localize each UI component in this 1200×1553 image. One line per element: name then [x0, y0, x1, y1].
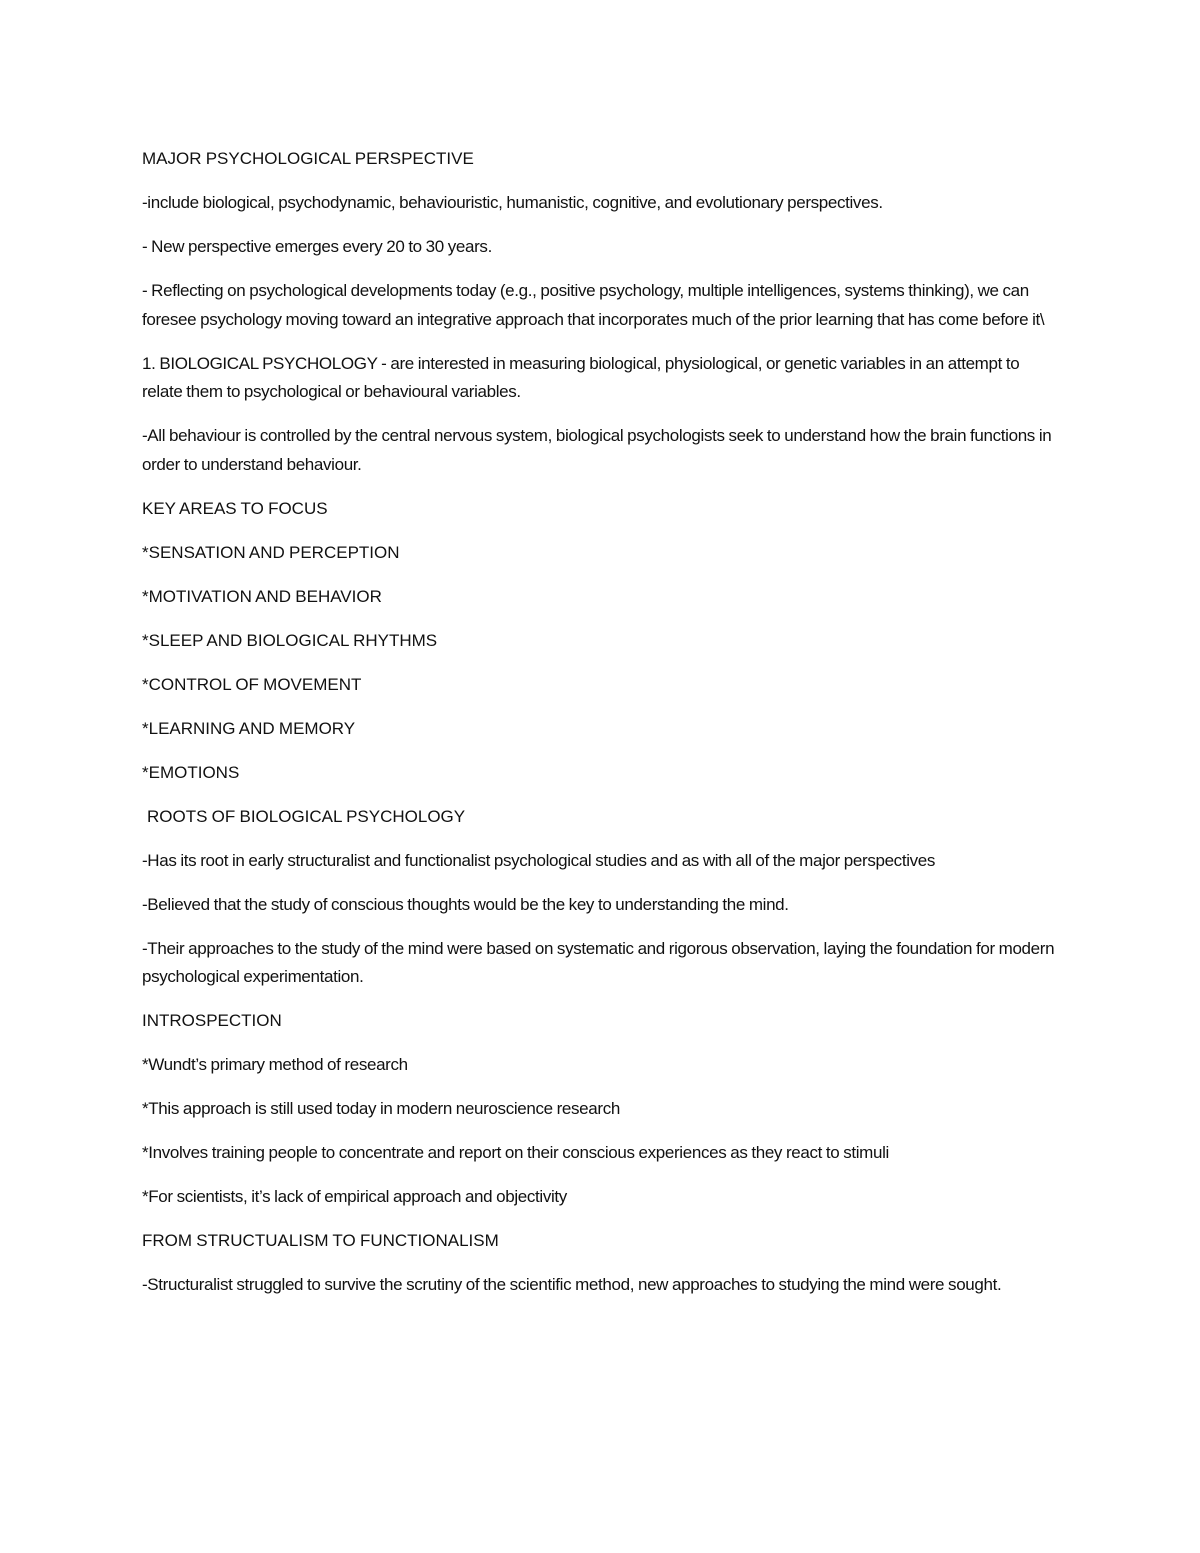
paragraph: -Their approaches to the study of the mind were based on systematic and rigorous observation, laying the foundation for modern psychological experimentation. [142, 938, 1055, 986]
paragraph: - Reflecting on psychological developments today (e.g., positive psychology, multiple intelligences, systems thinking), we can foresee psychology moving toward an integrative approach that incorporates much of the prior learning that has come before it\ [142, 281, 1045, 329]
list-item: *SLEEP AND BIOLOGICAL RHYTHMS [142, 630, 438, 650]
heading-key-areas: KEY AREAS TO FOCUS [142, 498, 328, 518]
list-item: *This approach is still used today in modern neuroscience research [142, 1099, 620, 1118]
heading-introspection: INTROSPECTION [142, 1011, 282, 1030]
paragraph: -Believed that the study of conscious thoughts would be the key to understanding the mind. [142, 894, 789, 914]
heading-structualism: FROM STRUCTUALISM TO FUNCTIONALISM [142, 1231, 499, 1250]
list-item: *CONTROL OF MOVEMENT [142, 674, 362, 694]
paragraph: -Structuralist struggled to survive the scrutiny of the scientific method, new approaches to studying the mind were sought. [142, 1275, 1002, 1294]
list-item: *MOTIVATION AND BEHAVIOR [142, 586, 382, 606]
paragraph: - New perspective emerges every 20 to 30 years. [142, 237, 492, 256]
list-item: *For scientists, it’s lack of empirical approach and objectivity [142, 1187, 567, 1206]
heading-roots: ROOTS OF BIOLOGICAL PSYCHOLOGY [147, 806, 466, 826]
list-item: *Wundt’s primary method of research [142, 1055, 408, 1074]
list-item: *Involves training people to concentrate and report on their conscious experiences as they react to stimuli [142, 1143, 889, 1162]
paragraph-biological-psychology: 1. BIOLOGICAL PSYCHOLOGY - are interested in measuring biological, physiological, or genetic variables in an attempt to relate them to psychological or behavioural variables. [142, 353, 1020, 401]
document-body [142, 145, 1062, 1315]
paragraph: -include biological, psychodynamic, behaviouristic, humanistic, cognitive, and evolutionary perspectives. [142, 193, 883, 212]
paragraph: -Has its root in early structuralist and functionalist psychological studies and as with all of the major perspectives [142, 850, 936, 870]
paragraph: -All behaviour is controlled by the central nervous system, biological psychologists seek to understand how the brain functions in order to understand behaviour. [142, 426, 1052, 474]
list-item: *LEARNING AND MEMORY [142, 718, 356, 738]
heading-major-perspective: MAJOR PSYCHOLOGICAL PERSPECTIVE [142, 149, 474, 168]
list-item: *EMOTIONS [142, 762, 240, 782]
list-item: *SENSATION AND PERCEPTION [142, 542, 400, 562]
